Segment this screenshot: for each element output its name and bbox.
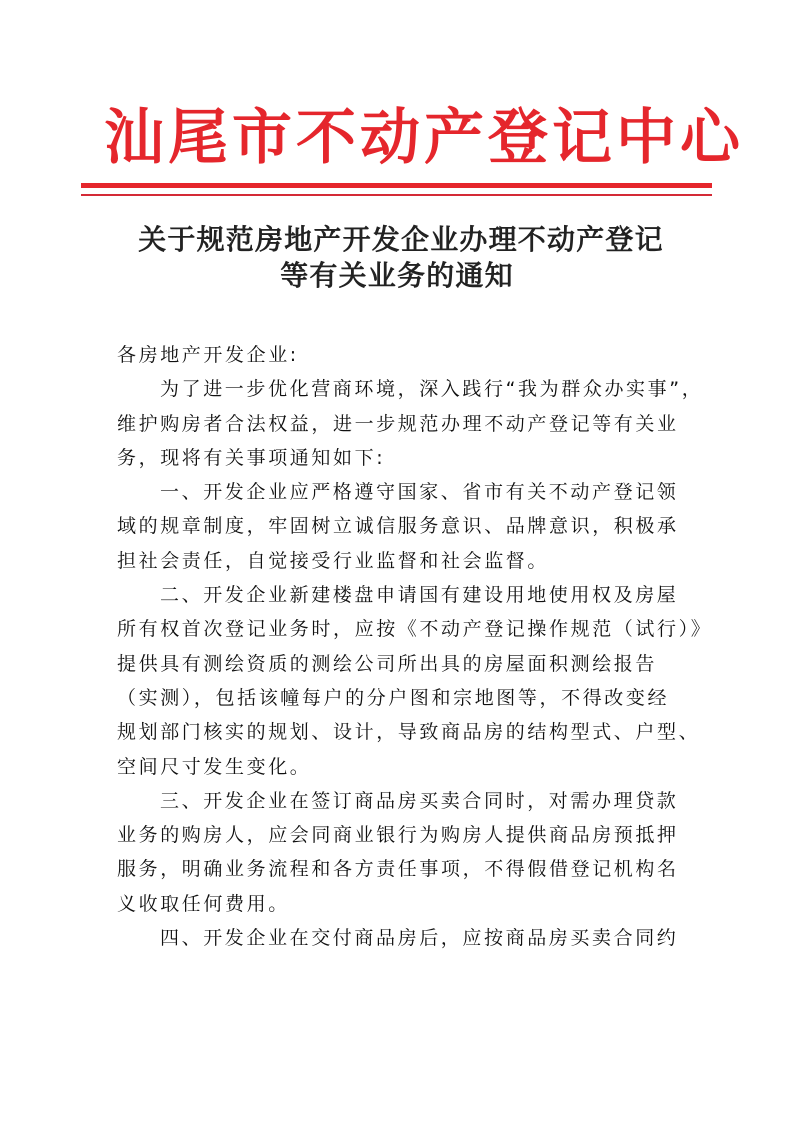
masthead-org-name: 汕尾市不动产登记中心	[104, 103, 744, 173]
item-3-line: 服务，明确业务流程和各方责任事项，不得假借登记机构名	[117, 858, 679, 881]
intro-paragraph-line: 务，现将有关事项通知如下:	[117, 446, 386, 469]
item-1-line: 担社会责任，自觉接受行业监督和社会监督。	[117, 549, 550, 572]
intro-paragraph-line: 为了进一步优化营商环境，深入践行“我为群众办实事”，	[160, 378, 704, 401]
item-2-line: 所有权首次登记业务时，应按《不动产登记操作规范（试行）》	[117, 618, 713, 641]
item-3-line: 三、开发企业在签订商品房买卖合同时，对需办理贷款	[160, 789, 679, 812]
item-3-line: 业务的购房人，应会同商业银行为购房人提供商品房预抵押	[117, 824, 679, 847]
masthead-rule-thick	[81, 183, 712, 188]
item-1-line: 域的规章制度，牢固树立诚信服务意识、品牌意识，积极承	[117, 515, 679, 538]
item-4-line: 四、开发企业在交付商品房后，应按商品房买卖合同约	[160, 927, 679, 950]
item-2-line: （实测），包括该幢每户的分户图和宗地图等，不得改变经	[117, 686, 670, 709]
item-3-line: 义收取任何费用。	[117, 892, 290, 915]
item-2-line: 规划部门核实的规划、设计，导致商品房的结构型式、户型、	[117, 721, 701, 744]
item-2-line: 二、开发企业新建楼盘申请国有建设用地使用权及房屋	[160, 584, 679, 607]
masthead-rule-thin	[81, 194, 712, 196]
item-2-line: 提供具有测绘资质的测绘公司所出具的房屋面积测绘报告	[117, 652, 658, 675]
document-body	[117, 338, 713, 955]
item-1-line: 一、开发企业应严格遵守国家、省市有关不动产登记领	[160, 481, 679, 504]
document-title-line-1: 关于规范房地产开发企业办理不动产登记	[138, 223, 664, 256]
document-title-line-2: 等有关业务的通知	[280, 259, 514, 292]
item-2-line: 空间尺寸发生变化。	[117, 755, 312, 778]
salutation: 各房地产开发企业:	[117, 344, 299, 366]
intro-paragraph-line: 维护购房者合法权益，进一步规范办理不动产登记等有关业	[117, 412, 679, 435]
